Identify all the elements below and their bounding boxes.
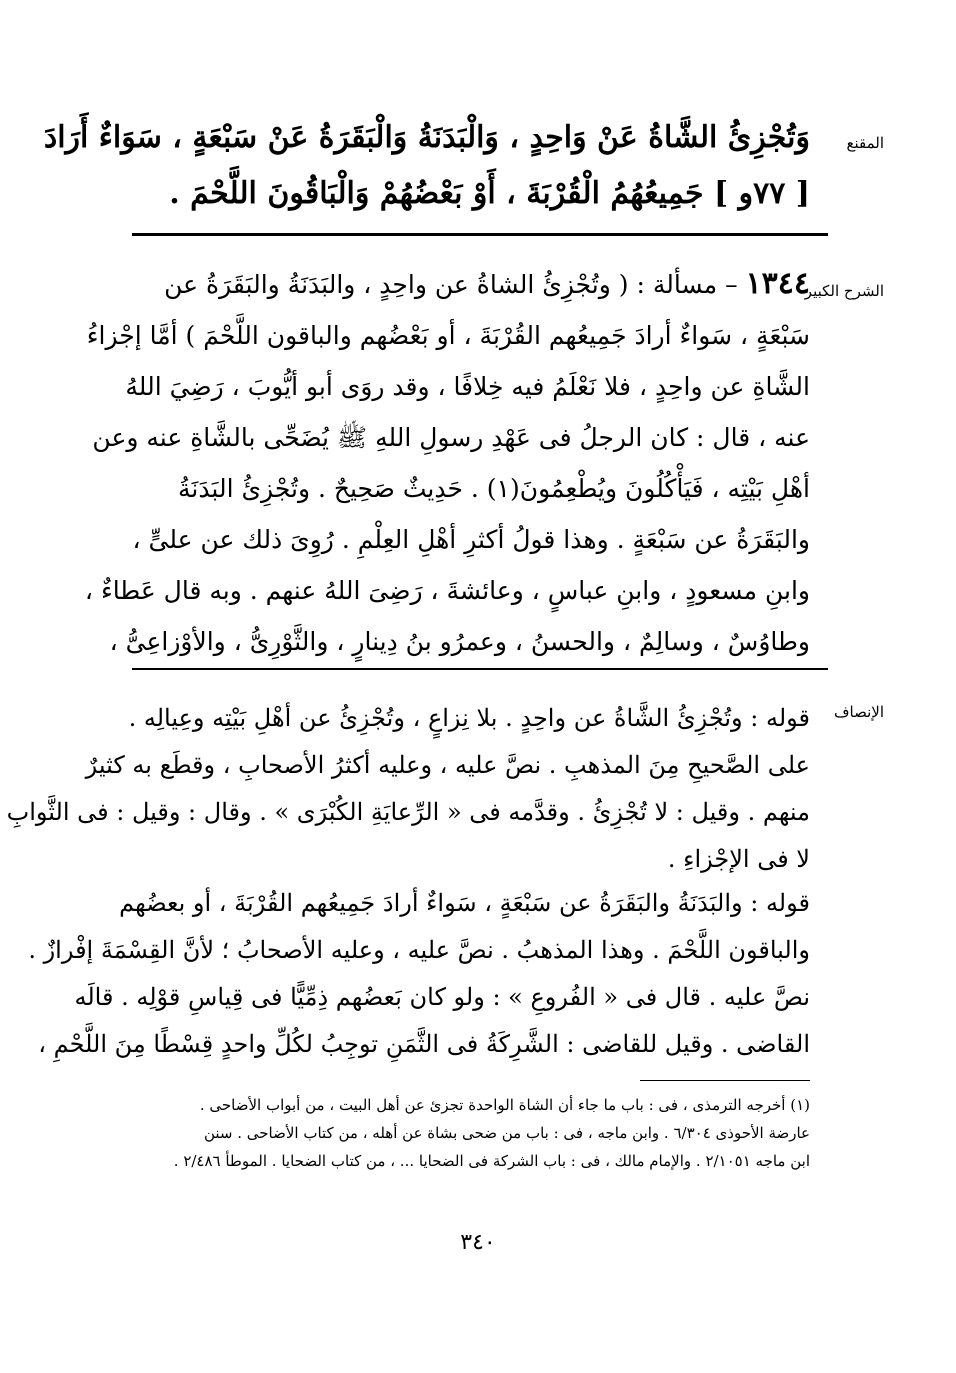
insaf-line: قوله : وتُجْزِئُ الشَّاةُ عن واحِدٍ . بلا نِزاعٍ ، وتُجْزِئُ عن أهْلِ بَيْتِه وعِيالِه . [128,704,810,732]
section-divider [132,668,828,670]
insaf-line: نصَّ عليه . قال فى « الفُروعِ » : ولو كان بَعضُهم ذِمِّيًّا فى قِياسِ قوْلِه . قالَه [74,983,810,1011]
sharh-line: الشَّاةِ عن واحِدٍ ، فلا نَعْلَمُ فيه خِلافًا ، وقد روَى أبو أيُّوبَ ، رَضِيَ اللهُ [125,372,810,401]
sharh-line: والبَقَرَةُ عن سَبْعَةٍ . وهذا قولُ أكثرِ أهْلِ العِلْمِ . رُوِىَ ذلك عن علىٍّ ، [132,525,810,554]
footnote [125,1091,810,1175]
section-label-insaf: الإنصاف [833,703,884,721]
sharh-line: سَبْعَةٍ ، سَواءٌ أرادَ جَمِيعُهم القُرْبَةَ ، أو بَعْضُهم والباقون اللَّحْمَ ) أمَّا إجْزاءُ [86,321,810,350]
muqni-text [43,110,810,222]
footnote-line: ابن ماجه ٢/١٠٥١ . والإمام مالك ، فى : باب الشركة فى الضحايا ... ، من كتاب الضحايا . الموطأ ٢/٤٨٦ . [173,1152,810,1170]
sharh-line: – مسألة : ( وتُجْزِئُ الشاةُ عن واحِدٍ ، والبَدَنَةُ والبَقَرَةُ عن [164,270,746,299]
footnote-line: عارضة الأحوذى ٦/٣٠٤ . وابن ماجه ، فى : باب من ضحى بشاة عن أهله ، من كتاب الأضاحى . سنن [203,1124,810,1142]
insaf-line: لا فى الإجْزاءِ . [667,845,810,873]
page-number: ٣٤٠ [460,1230,496,1255]
sharh-first-line [125,258,810,310]
insaf-line: قوله : والبَدَنَةُ والبَقَرَةُ عن سَبْعَةٍ ، سَواءٌ أرادَ جَمِيعُهم القُرْبَةَ ، أو بعضُهم [119,889,810,917]
insaf-line: على الصَّحيحِ مِنَ المذهبِ . نصَّ عليه ، وعليه أكثرُ الأصحابِ ، وقطَع به كثيرٌ [85,751,810,779]
muqni-line: [ ٧٧و ] جَمِيعُهُمُ الْقُرْبَةَ ، أَوْ بَعْضُهُمْ وَالْبَاقُونَ اللَّحْمَ . [169,176,810,211]
insaf-line: والباقون اللَّحْمَ . وهذا المذهبُ . نصَّ عليه ، وعليه الأصحابُ ؛ لأنَّ القِسْمَةَ إفْرازٌ . [28,936,810,964]
sharh-text [84,258,810,667]
sharh-line: وابنِ مسعودٍ ، وابنِ عباسٍ ، وعائشةَ ، رَضِىَ اللهُ عنهم . وبه قال عَطاءٌ ، [84,576,810,605]
issue-number: ١٣٤٤ [745,266,810,301]
muqni-line: وَتُجْزِئُ الشَّاةُ عَنْ وَاحِدٍ ، وَالْبَدَنَةُ وَالْبَقَرَةُ عَنْ سَبْعَةٍ ، سَوَاءٌ أَرَادَ [43,120,810,155]
insaf-paragraph-1 [6,695,810,883]
footnote-rule [640,1080,810,1081]
section-divider [132,233,828,236]
insaf-line: القاضى . وقيل للقاضى : الشَّرِكَةُ فى الثَّمَنِ توجِبُ لكُلِّ واحدٍ قِسْطًا مِنَ اللَّحْمِ ، [38,1030,810,1058]
footnote-line: (١) أخرجه الترمذى ، فى : باب ما جاء أن الشاة الواحدة تجزئ عن أهل البيت ، من أبواب الأضاحى . [199,1096,810,1114]
sharh-line: عنه ، قال : كان الرجلُ فى عَهْدِ رسولِ اللهِ ﷺ يُضَحِّى بالشَّاةِ عنه وعن [92,423,810,452]
sharh-line: أهْلِ بَيْتِه ، فَيَأْكُلُونَ ويُطْعِمُونَ(١) . حَدِيثٌ صَحِيحٌ . وتُجْزِئُ البَدَنَةُ [177,474,810,503]
sharh-line: وطاوُسٌ ، وسالِمٌ ، والحسنُ ، وعمرُو بنُ دِينارٍ ، والثَّوْرِىُّ ، والأوْزاعِىُّ ، [109,627,810,656]
section-label-sharh: الشرح الكبير [804,282,884,300]
insaf-paragraph-2 [28,880,810,1068]
insaf-line: منهم . وقيل : لا تُجْزِئُ . وقدَّمه فى « الرِّعايَةِ الكُبْرَى » . وقال : وقيل : فى الثَّوابِ [6,798,810,826]
section-label-muqni: المقنع [846,134,884,152]
